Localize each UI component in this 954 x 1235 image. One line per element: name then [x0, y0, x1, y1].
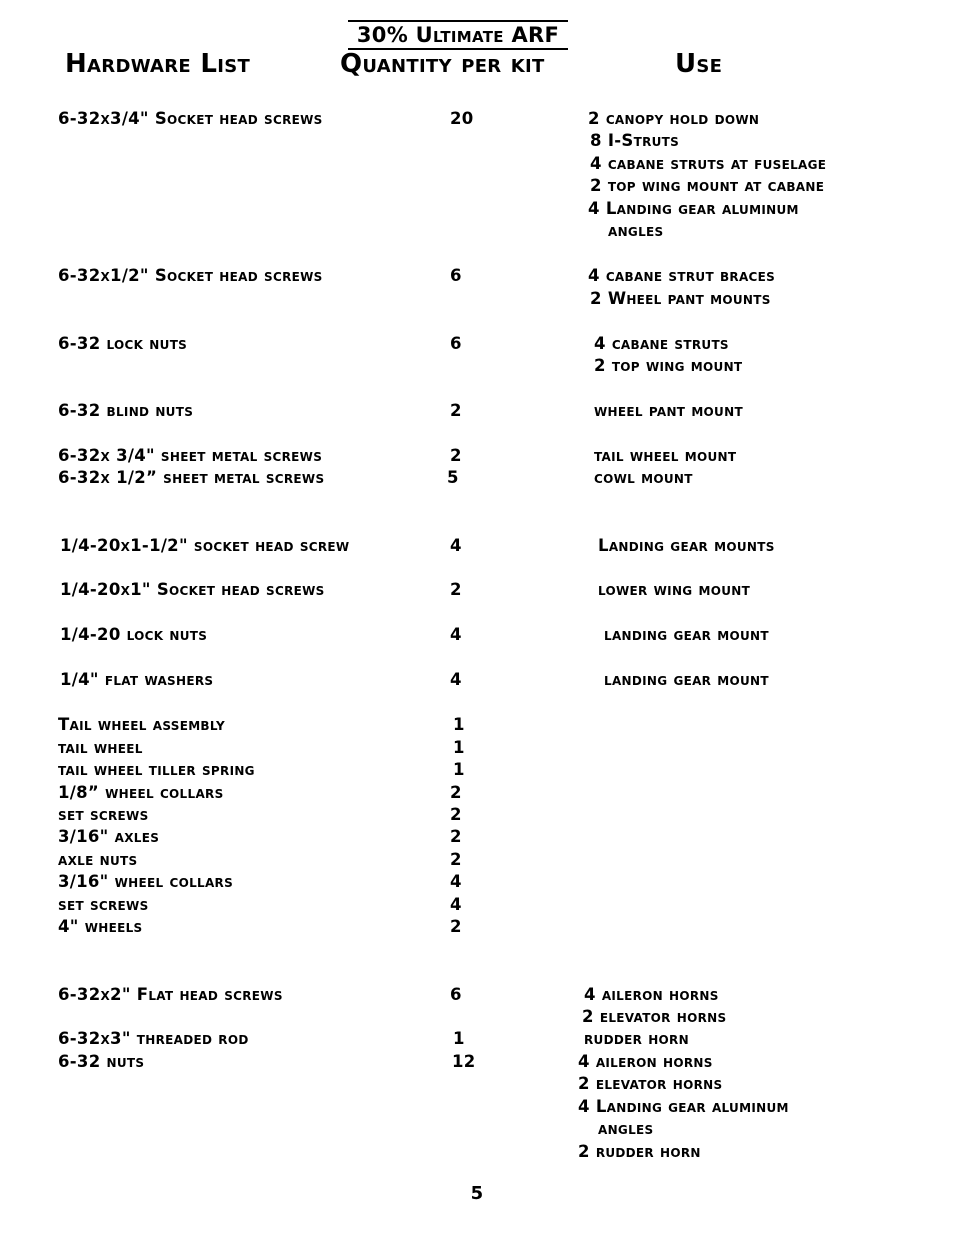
hardware-quantity: 6 — [450, 985, 462, 1004]
hardware-quantity: 2 — [450, 805, 462, 824]
hardware-item: set screws — [58, 895, 149, 914]
use-entry: 4 cabane struts — [594, 334, 729, 353]
use-entry: 2 top wing mount at cabane — [590, 176, 825, 195]
hardware-quantity: 2 — [450, 850, 462, 869]
hardware-item: 1/4-20x1" Socket head screws — [60, 580, 325, 599]
hardware-item: set screws — [58, 805, 149, 824]
hardware-item: 6-32x1/2" Socket head screws — [58, 266, 323, 285]
use-entry: 8 I-Struts — [590, 131, 680, 150]
hardware-quantity: 2 — [450, 783, 462, 802]
use-entry: rudder horn — [584, 1029, 689, 1048]
use-entry: angles — [598, 1119, 654, 1138]
hardware-item: tail wheel tiller spring — [58, 760, 255, 779]
hardware-quantity: 1 — [453, 760, 465, 779]
hardware-item: 4" wheels — [58, 917, 143, 936]
hardware-quantity: 2 — [450, 827, 462, 846]
use-entry: 2 Wheel pant mounts — [590, 289, 771, 308]
hardware-quantity: 2 — [450, 401, 462, 420]
hardware-item: 1/4" flat washers — [60, 670, 214, 689]
use-entry: 2 top wing mount — [594, 356, 743, 375]
hardware-quantity: 2 — [450, 580, 462, 599]
hardware-quantity: 12 — [452, 1052, 476, 1071]
use-entry: 4 aileron horns — [584, 985, 719, 1004]
use-entry: 4 cabane strut braces — [588, 266, 776, 285]
hardware-quantity: 6 — [450, 334, 462, 353]
use-entry: angles — [608, 221, 664, 240]
hardware-quantity: 1 — [453, 1029, 465, 1048]
use-entry: Landing gear mounts — [598, 536, 775, 555]
hardware-item: 6-32x3" threaded rod — [58, 1029, 249, 1048]
hardware-item: 1/4-20 lock nuts — [60, 625, 208, 644]
use-entry: 4 Landing gear aluminum — [578, 1097, 789, 1116]
use-entry: cowl mount — [594, 468, 693, 487]
hardware-quantity: 1 — [453, 715, 465, 734]
hardware-quantity: 4 — [450, 536, 462, 555]
header-use: Use — [675, 49, 723, 79]
use-entry: landing gear mount — [604, 625, 769, 644]
hardware-quantity: 1 — [453, 738, 465, 757]
use-entry: landing gear mount — [604, 670, 769, 689]
hardware-item: 1/8” wheel collars — [58, 783, 224, 802]
hardware-item: tail wheel — [58, 738, 143, 757]
hardware-item: 6-32 lock nuts — [58, 334, 188, 353]
hardware-item: 6-32 blind nuts — [58, 401, 194, 420]
hardware-item: 1/4-20x1-1/2" socket head screw — [60, 536, 350, 555]
use-entry: lower wing mount — [598, 580, 751, 599]
hardware-item: axle nuts — [58, 850, 138, 869]
use-entry: 4 aileron horns — [578, 1052, 713, 1071]
hardware-item: 6-32x 3/4" sheet metal screws — [58, 446, 323, 465]
hardware-quantity: 4 — [450, 872, 462, 891]
hardware-item: 6-32x2" Flat head screws — [58, 985, 283, 1004]
hardware-quantity: 2 — [450, 917, 462, 936]
hardware-item: 6-32x 1/2” sheet metal screws — [58, 468, 325, 487]
use-entry: tail wheel mount — [594, 446, 737, 465]
hardware-quantity: 6 — [450, 266, 462, 285]
hardware-item: 6-32x3/4" Socket head screws — [58, 109, 323, 128]
use-entry: 2 elevator horns — [578, 1074, 723, 1093]
hardware-item: 6-32 nuts — [58, 1052, 145, 1071]
hardware-quantity: 4 — [450, 625, 462, 644]
hardware-item: 3/16" wheel collars — [58, 872, 234, 891]
hardware-item: Tail wheel assembly — [58, 715, 225, 734]
use-entry: 2 canopy hold down — [588, 109, 760, 128]
page-number: 5 — [470, 1183, 484, 1204]
hardware-quantity: 4 — [450, 670, 462, 689]
hardware-quantity: 4 — [450, 895, 462, 914]
document-subtitle: 30% Ultimate ARF — [348, 20, 568, 50]
header-quantity-per-kit: Quantity per kit — [340, 49, 545, 79]
use-entry: 2 rudder horn — [578, 1142, 701, 1161]
use-entry: 4 Landing gear aluminum — [588, 199, 799, 218]
use-entry: 4 cabane struts at fuselage — [590, 154, 827, 173]
hardware-quantity: 2 — [450, 446, 462, 465]
use-entry: wheel pant mount — [594, 401, 743, 420]
hardware-quantity: 20 — [450, 109, 474, 128]
use-entry: 2 elevator horns — [582, 1007, 727, 1026]
hardware-item: 3/16" axles — [58, 827, 160, 846]
header-hardware-list: Hardware List — [65, 49, 251, 79]
hardware-quantity: 5 — [447, 468, 459, 487]
